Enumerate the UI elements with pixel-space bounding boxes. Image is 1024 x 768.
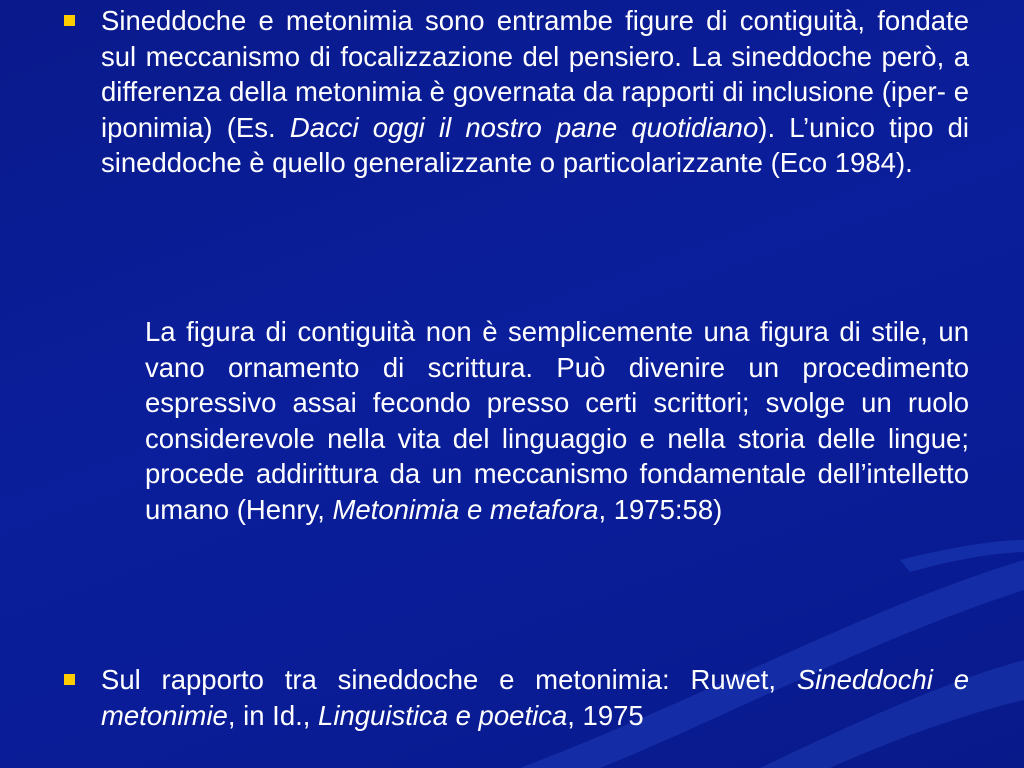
bullet-item-ruwet-reference [101,662,969,733]
bullet1-italic-example: Dacci oggi il nostro pane quotidiano [289,111,759,143]
henry-quote-paragraph [145,314,969,527]
bullet2-italic-title2: Linguistica e poetica [318,699,568,731]
bullet1-text-part3: ). L’unico tipo di sineddoche è quello generalizzante o particolarizzante (Eco 1984). [101,111,970,178]
bullet2-italic-title1: Sineddochi e metonimie [101,664,970,731]
bullet2-text-part5: , 1975 [567,699,644,731]
quote-italic-title: Metonimia e metafora [332,493,599,525]
bullet-item-synecdoche [101,3,969,181]
quote-text-part3: , 1975:58) [598,493,723,525]
square-bullet-icon [64,674,75,685]
bullet2-text-part1: Sul rapporto tra sineddoche e metonimia: Ruwet, [101,664,797,695]
bullet2-text-part3: , in Id., [227,699,319,731]
bullet1-text-part1: Sineddoche e metonimia sono entrambe figure di contiguità, fondate sul meccanismo di focalizzazione del pensiero. La sineddoche però, a differenza della metonimia è governata da rapporti di inclusione (iper- e iponimia) (Es. [101,5,969,143]
square-bullet-icon [64,15,75,26]
quote-text-part1: La figura di contiguità non è semplicemente una figura di stile, un vano ornamento di scrittura. Può divenire un procedimento espressivo assai fecondo presso certi scrittori; svolge un ruolo considerevole nella vita del linguaggio e nella storia delle lingue; procede addirittura da un meccanismo fondamentale dell’intelletto umano (Henry, [145,316,969,525]
